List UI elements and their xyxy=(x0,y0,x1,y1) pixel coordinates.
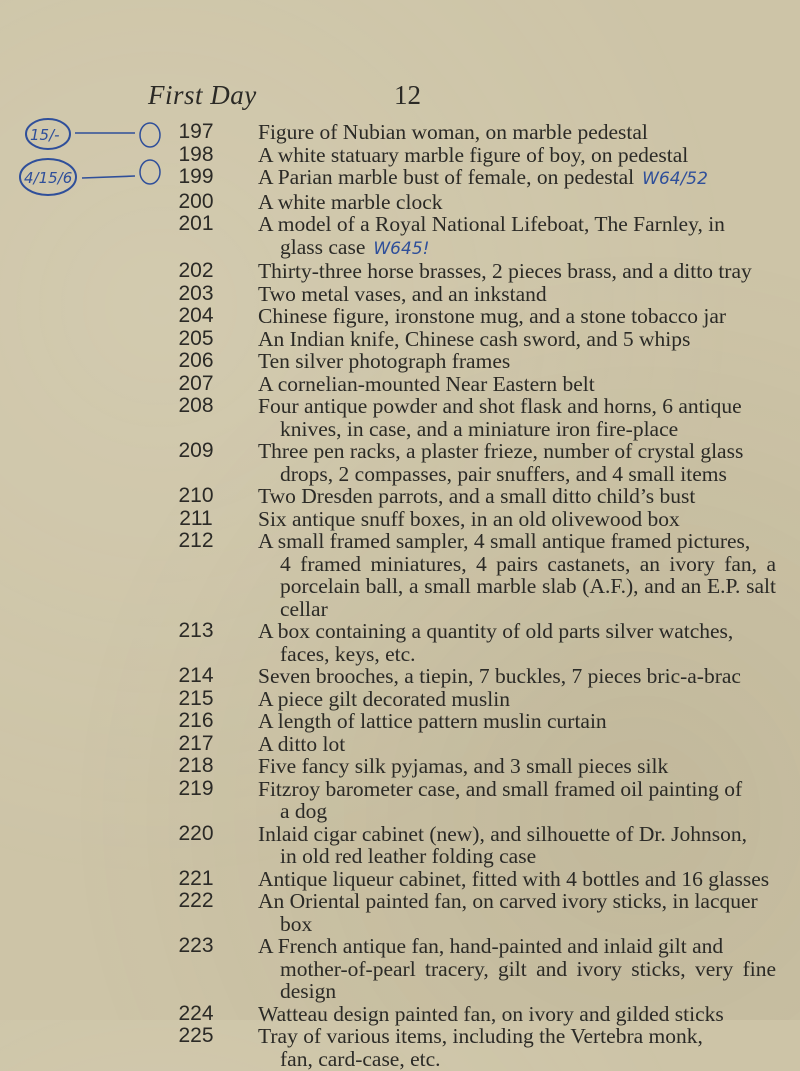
lot-description xyxy=(258,283,776,306)
lot-row xyxy=(166,620,776,665)
lot-description-text: Antique liqueur cabinet, fitted with 4 bottles and 16 glasses xyxy=(258,866,770,891)
lot-description-continued xyxy=(258,643,776,666)
lot-description xyxy=(258,823,776,868)
lot-description-continued-text: box xyxy=(280,911,313,936)
lot-description-text: Two Dresden parrots, and a small ditto child’s bust xyxy=(258,484,696,508)
lot-description-continued-text: faces, keys, etc. xyxy=(280,641,416,666)
lot-row xyxy=(166,144,776,167)
lot-description xyxy=(258,620,776,665)
lot-description-text: Two metal vases, and an inkstand xyxy=(258,281,547,306)
lot-description-continued xyxy=(258,800,776,823)
lot-number: 219 xyxy=(178,776,214,800)
lot-description xyxy=(258,868,776,891)
lot-row xyxy=(166,395,776,440)
lot-description xyxy=(258,688,776,711)
page-number: 12 xyxy=(394,80,421,110)
lot-description-continued xyxy=(258,958,776,1003)
lot-description-text: Ten silver photograph frames xyxy=(258,349,511,373)
lot-description-continued-text: a dog xyxy=(280,799,328,823)
lot-number: 209 xyxy=(178,439,214,462)
lot-description-continued-text: knives, in case, and a miniature iron fire-place xyxy=(280,416,679,441)
lot-number: 207 xyxy=(178,371,214,395)
lot-description xyxy=(258,778,776,823)
lot-number: 201 xyxy=(178,212,214,235)
lot-description-continued xyxy=(258,553,776,621)
lot-description-continued-text: in old red leather folding case xyxy=(280,844,537,868)
lot-description-text: A small framed sampler, 4 small antique framed pictures, xyxy=(258,529,751,553)
lot-description xyxy=(258,260,776,283)
lot-description-continued-text: drops, 2 compasses, pair snuffers, and 4 small items xyxy=(280,461,727,486)
lot-row xyxy=(166,733,776,756)
lot-description xyxy=(258,1025,776,1070)
lot-row xyxy=(166,823,776,868)
lot-row xyxy=(166,373,776,396)
lot-number: 220 xyxy=(178,821,214,845)
lot-description xyxy=(258,440,776,485)
handwritten-price-199: 15/- xyxy=(30,126,60,144)
lot-number: 200 xyxy=(178,189,214,213)
lot-description-text: A Parian marble bust of female, on pedestal xyxy=(258,165,635,189)
lot-description-continued xyxy=(258,463,776,486)
lot-row xyxy=(166,485,776,508)
lot-row xyxy=(166,283,776,306)
lot-description-text: Three pen racks, a plaster frieze, number of crystal glass xyxy=(258,439,744,463)
lot-description-text: Thirty-three horse brasses, 2 pieces brass, and a ditto tray xyxy=(258,259,752,283)
lot-description-text: Figure of Nubian woman, on marble pedestal xyxy=(258,120,648,144)
lot-description-text: A model of a Royal National Lifeboat, The Farnley, in xyxy=(258,212,725,236)
lot-description-text: A cornelian-mounted Near Eastern belt xyxy=(258,371,595,396)
lot-description xyxy=(258,191,776,214)
lot-description-continued-text: 4 framed miniatures, 4 pairs castanets, an ivory fan, a porcelain ball, a small marble slab (A.F.), and an E.P. salt cellar xyxy=(280,551,776,621)
lot-number: 223 xyxy=(178,934,214,957)
lot-number: 213 xyxy=(178,619,214,642)
lot-description-continued xyxy=(258,845,776,868)
lot-row xyxy=(166,213,776,260)
lot-row xyxy=(166,688,776,711)
lot-description-text: A white marble clock xyxy=(258,189,443,214)
lot-description xyxy=(258,710,776,733)
lot-description-text: A white statuary marble figure of boy, on pedestal xyxy=(258,142,689,167)
lot-description xyxy=(258,213,776,260)
lot-description-continued-text: fan, card-case, etc. xyxy=(280,1046,441,1071)
lot-row xyxy=(166,935,776,1003)
lot-number: 212 xyxy=(178,529,214,552)
lot-description-continued-text: mother-of-pearl tracery, gilt and ivory sticks, very fine design xyxy=(280,956,776,1003)
lot-description-text: Inlaid cigar cabinet (new), and silhouette of Dr. Johnson, xyxy=(258,821,747,846)
lot-description xyxy=(258,935,776,1003)
lot-description-text: Five fancy silk pyjamas, and 3 small pieces silk xyxy=(258,754,669,778)
lot-number: 208 xyxy=(178,394,214,417)
lot-row xyxy=(166,440,776,485)
lot-row xyxy=(166,1003,776,1026)
lot-row xyxy=(166,260,776,283)
lot-number: 199 xyxy=(178,165,214,188)
lot-row xyxy=(166,755,776,778)
lot-description-text: A French antique fan, hand-painted and inlaid gilt and xyxy=(258,934,724,958)
lot-description-text: A length of lattice pattern muslin curtain xyxy=(258,709,607,733)
lot-description xyxy=(258,166,776,191)
lot-number: 204 xyxy=(178,304,214,327)
lot-description-continued xyxy=(258,418,776,441)
lot-description xyxy=(258,755,776,778)
lot-number: 205 xyxy=(178,326,214,350)
lot-description-text: Four antique powder and shot flask and horns, 6 antique xyxy=(258,394,742,418)
lot-number: 202 xyxy=(178,259,214,282)
lot-number: 214 xyxy=(178,664,214,687)
lot-description xyxy=(258,485,776,508)
lot-description-continued xyxy=(258,236,776,261)
lot-row xyxy=(166,778,776,823)
lot-description xyxy=(258,305,776,328)
lot-description xyxy=(258,733,776,756)
handwritten-note: W645! xyxy=(373,238,430,259)
lot-row xyxy=(166,665,776,688)
lot-row xyxy=(166,530,776,620)
lot-description xyxy=(258,144,776,167)
lot-number: 211 xyxy=(179,506,213,530)
lot-number: 215 xyxy=(178,686,214,710)
lot-row xyxy=(166,166,776,191)
lot-row xyxy=(166,350,776,373)
lot-description-text: Chinese figure, ironstone mug, and a stone tobacco jar xyxy=(258,304,727,328)
lot-row xyxy=(166,710,776,733)
lot-row xyxy=(166,305,776,328)
lot-row xyxy=(166,191,776,214)
lot-description-text: A ditto lot xyxy=(258,731,346,756)
lot-number: 218 xyxy=(178,754,214,777)
lot-row xyxy=(166,508,776,531)
lot-description xyxy=(258,350,776,373)
lot-description-text: An Indian knife, Chinese cash sword, and 5 whips xyxy=(258,326,691,351)
lot-number: 225 xyxy=(178,1024,214,1047)
lot-description-text: An Oriental painted fan, on carved ivory sticks, in lacquer xyxy=(258,889,758,913)
lot-description-text: Watteau design painted fan, on ivory and gilded sticks xyxy=(258,1001,724,1026)
handwritten-price-201: 4/15/6 xyxy=(24,169,73,187)
lot-description-text: Seven brooches, a tiepin, 7 buckles, 7 pieces bric-a-brac xyxy=(258,664,741,688)
lot-description-continued xyxy=(258,1048,776,1071)
lot-number: 206 xyxy=(178,349,214,372)
lot-row xyxy=(166,868,776,891)
lot-number: 197 xyxy=(178,120,214,143)
section-title: First Day xyxy=(148,80,257,110)
lot-description-continued-text: glass case xyxy=(280,234,366,259)
lot-description-text: Tray of various items, including the Vertebra monk, xyxy=(258,1024,703,1048)
lot-description xyxy=(258,121,776,144)
page-header xyxy=(148,74,478,114)
lot-number: 222 xyxy=(178,889,214,912)
lot-description-text: Fitzroy barometer case, and small framed oil painting of xyxy=(258,776,743,801)
lot-description xyxy=(258,373,776,396)
lot-description-text: A piece gilt decorated muslin xyxy=(258,686,510,711)
lot-description-text: A box containing a quantity of old parts silver watches, xyxy=(258,619,734,643)
lot-number: 221 xyxy=(178,866,214,890)
lot-number: 216 xyxy=(178,709,214,732)
lot-description xyxy=(258,395,776,440)
lot-description xyxy=(258,530,776,620)
lot-description xyxy=(258,328,776,351)
lot-row xyxy=(166,121,776,144)
handwritten-note: W64/52 xyxy=(642,169,708,189)
lot-number: 198 xyxy=(178,142,214,166)
lot-description-text: Six antique snuff boxes, in an old olivewood box xyxy=(258,506,680,531)
lot-number: 210 xyxy=(178,484,214,507)
lot-row xyxy=(166,890,776,935)
lot-description xyxy=(258,665,776,688)
lot-description xyxy=(258,1003,776,1026)
lot-description xyxy=(258,508,776,531)
lot-row xyxy=(166,328,776,351)
lot-number: 224 xyxy=(178,1001,214,1025)
lot-number: 203 xyxy=(178,281,214,305)
lot-row xyxy=(166,1025,776,1070)
lot-description-continued xyxy=(258,913,776,936)
lot-description xyxy=(258,890,776,935)
lot-number: 217 xyxy=(178,731,214,755)
lot-list xyxy=(166,121,776,1070)
